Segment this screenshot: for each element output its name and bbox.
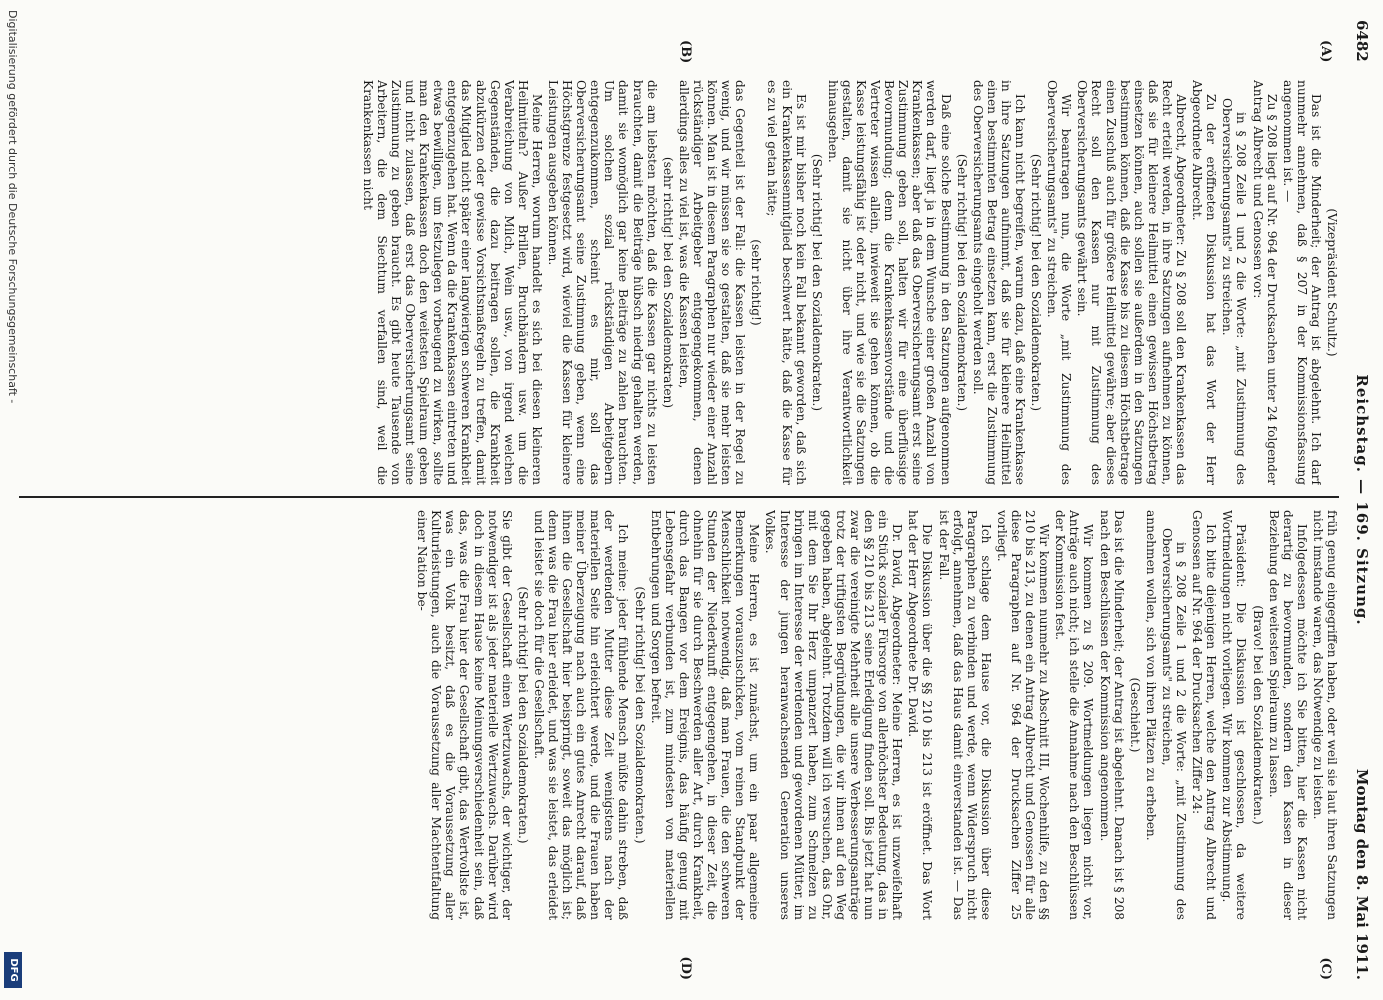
right-text-column	[19, 510, 1339, 920]
paragraph: früh genug eingegriffen haben, oder weil sie laut ihren Satzungen nicht imstande waren, das Notwendige zu leisten.	[1310, 510, 1339, 920]
interjection: (Sehr richtig! bei den Sozialdemokraten.)	[1029, 153, 1044, 412]
margin-marker-c: (C)	[1318, 957, 1333, 980]
paragraph: Ich meine: jeder fühlende Mensch müßte dahin streben, daß der werdenden Mutter diese Zeit wenigstens nach der materiellen Seite hin erleichtert werde, und die Frauen haben meiner Überzeugung nach auch ein gutes Anrecht darauf, daß ihnen die Gesellschaft hier beispringt, soweit das möglich ist; denn was die Frau hier erleidet, und was sie leistet, das erleidet und leistet sie doch für die Gesellschaft.	[531, 510, 631, 920]
session-title: Reichstag. — 169. Sitzung.	[1353, 374, 1371, 626]
paragraph: Ich schlage dem Hause vor, die Diskussion über diese Paragraphen zu verbinden und werde, wenn Widerspruch nicht erfolgt, annehmen, daß das Haus damit einverstanden ist. — Das ist der Fall.	[936, 510, 993, 920]
interjection: (sehr richtig! bei den Sozialdemokraten)	[660, 156, 675, 409]
paragraph: Daß eine solche Bestimmung in den Satzungen aufgenommen werden darf, liegt ja in dem Wunsche einer großen Anzahl von Krankenkassen; aber daß das Oberversicherungsamt erst seine Zustimmung geben soll, halten wir für eine überflüssige Bevormundung; denn die Krankenkassenvorstände und die Vertreter wissen allein, inwieweit sie gehen können, ob die Kasse leistungsfähig ist oder nicht, und wie sie die Satzungen gestalten, damit sie nicht über ihre Verantwortlichkeit hinausgehen.	[825, 80, 953, 485]
speech-paragraph: Albrecht, Abgeordneter: Zu § 208 soll den Krankenkassen das Recht erteilt werden, in ihre Satzungen aufnehmen zu können, daß sie für kleinere Heilmittel einen gewissen Höchstbetrag einsetzen können, auch sollen sie außerdem in den Satzungen bestimmen können, daß die Kasse bis zu diesem Höchstbetrage einen Zuschuß auch für größere Heilmittel gewähre; aber dieses Recht soll den Kassen nur mit Zustimmung des Oberversicherungsamts gewährt sein.	[1075, 80, 1189, 485]
interjection: (Sehr richtig! bei den Sozialdemokraten.)	[809, 153, 824, 412]
paragraph: Sie gibt der Gesellschaft einen Wertzuwachs, der wichtiger, der notwendiger ist als jeder materielle Wertzuwachs. Darüber wird doch in diesem Hause keine Meinungsverschiedenheit sein, daß das, was die Frau hier der Gesellschaft gibt, das Wertvollste ist, was ein Volk besitzt, daß es die Voraussetzung aller Kulturleistungen, auch die Voraussetzung aller Machtentfaltung einer Nation be-	[415, 510, 514, 920]
paragraph: Ich bitte diejenigen Herren, welche den Antrag Albrecht und Genossen auf Nr. 964 der Drucksachen Ziffer 24:	[1190, 510, 1219, 920]
page-header	[1347, 20, 1373, 980]
paragraph: Zu der eröffneten Diskussion hat das Wort der Herr Abgeordnete Albrecht.	[1190, 80, 1219, 485]
paragraph: Ich kann nicht begreifen, warum dazu, daß eine Krankenkasse in ihre Satzungen aufnimmt, daß sie für kleinere Heilmittel einen bestimmten Betrag einsetzen kann, erst die Zustimmung des Oberversicherungsamts eingeholt werden soll.	[970, 80, 1028, 485]
session-date: Montag den 8. Mai 1911.	[1353, 768, 1371, 980]
interjection: (Sehr richtig! bei den Sozialdemokraten.)	[632, 586, 647, 844]
paragraph: Infolgedessen möchte ich Sie bitten, hier die Kassen nicht derartig zu bevormunden, sondern den Kassen in dieser Beziehung den weitesten Spielraum zu lassen.	[1266, 510, 1309, 920]
dfg-logo: DFG	[4, 952, 22, 988]
speaker-note: (Vizepräsident Schultz.)	[1325, 208, 1339, 357]
paragraph: Das ist die Minderheit; der Antrag ist abgelehnt. Ich darf nunmehr annehmen, daß § 207 in der Kommissionsfassung angenommen ist. —	[1280, 80, 1323, 485]
column-divider	[19, 496, 1339, 498]
margin-marker-d: (D)	[678, 956, 693, 980]
paragraph: das Gegenteil ist der Fall: die Kassen leisten in der Regel zu wenig, und wir müssen sie so gestalten, daß sie mehr leisten können. Man ist in diesem Paragraphen nur wieder einer Anzahl rückständiger Arbeitgeber entgegengekommen, denen allerdings alles zu viel ist, was die Kassen leisten,	[676, 80, 748, 485]
interjection: (Sehr richtig! bei den Sozialdemokraten.)	[954, 153, 969, 412]
interjection: (sehr richtig!)	[749, 239, 764, 326]
paragraph: Meine Herren, es ist zunächst, um ein paar allgemeine Bemerkungen vorauszuschicken, vom reinen Standpunkt der Menschlichkeit notwendig, daß man Frauen, die den schweren Stunden der Niederkunft entgegengehen, in dieser Zeit, die ohnehin für sie durch Beschwerden aller Art, durch Krankheit, durch das Bangen vor dem Ereignis, das häufig genug mit Lebensgefahr verbunden ist, zum mindesten von materiellen Entbehrungen und Sorgen befreit.	[648, 510, 762, 920]
paragraph: Das ist die Minderheit; der Antrag ist abgelehnt. Danach ist § 208 nach den Beschlüssen der Kommission angenommen.	[1097, 510, 1126, 920]
paragraph: annehmen wollen, sich von ihren Plätzen zu erheben.	[1143, 510, 1158, 841]
quoted-motion: in § 208 Zeile 1 und 2 die Worte: „mit Zustimmung des Oberversicherungsamts" zu streichen.	[1220, 98, 1249, 485]
paragraph: Wir kommen nunmehr zu Abschnitt III, Wochenhilfe, zu den §§ 210 bis 213, zu denen ein Antrag Albrecht und Genossen für alle diese Paragraphen auf Nr. 964 der Drucksachen Ziffer 25 vorliegt.	[994, 510, 1052, 920]
paragraph: Die Diskussion über die §§ 210 bis 213 ist eröffnet. Das Wort hat der Herr Abgeordnete Dr. David.	[906, 510, 935, 920]
funding-credit: Digitalisierung gefördert durch die Deutsche Forschungsgemeinschaft -	[6, 10, 19, 404]
interjection: (Geschieht.)	[1127, 677, 1142, 753]
margin-marker-a: (A)	[1318, 40, 1333, 63]
interjection: (Bravo! bei den Sozialdemokraten.)	[1250, 605, 1265, 825]
speech-paragraph: Dr. David, Abgeordneter: Meine Herren, es ist unzweifelhaft ein Stück sozialer Fürsorge von allerhöchster Bedeutung, das in den §§ 210 bis 213 seine Erledigung finden soll. Bis jetzt hat nun zwar die vereinigte Mehrheit alle unsere Verbesserungsanträge trotz der triftigsten Begründungen, die wir ihnen auf den Weg gegeben haben, abgelehnt. Trotzdem will ich versuchen, das Ohr, mit dem Sie Ihr Herz umpanzert haben, zum Schmelzen zu bringen im Interesse der werdenden und gewordenen Mütter, im Interesse der jungen heranwachsenden Generation unseres Volkes.	[763, 510, 905, 920]
interjection: (Sehr richtig! bei den Sozialdemokraten.)	[515, 586, 530, 844]
paragraph: Es ist mir bisher noch kein Fall bekannt geworden, daß sich ein Krankenkassenmitglied beschwert hätte, daß die Kasse für es zu viel getan hätte;	[765, 80, 808, 485]
speech-paragraph: Präsident: Die Diskussion ist geschlossen, da weitere Wortmeldungen nicht vorliegen. Wir kommen zur Abstimmung.	[1220, 510, 1249, 920]
paragraph: Zu § 208 liegt auf Nr. 964 der Drucksachen unter 24 folgender Antrag Albrecht und Genossen vor:	[1250, 80, 1279, 485]
left-text-column	[19, 80, 1339, 485]
margin-marker-b: (B)	[678, 40, 693, 64]
paragraph: Meine Herren, worum handelt es sich bei diesen kleineren Heilmitteln? Außer Brillen, Bruchbändern usw. um die Verabreichung von Milch, Wein usw., von irgend welchen Gegenständen, die dazu beitragen sollen, die Krankheit abzukürzen oder gewisse Vorsichtsmaßregeln zu treffen, damit das Mitglied nicht später einer langwierigen schweren Krankheit entgegenzugehen hat. Wenn da die Krankenkassen eintreten und etwas bewilligen, um festzulegen vorbeugend zu wirken, sollte man den Krankenkassen doch den weitesten Spielraum geben und nicht zulassen, daß erst das Oberversicherungsamt seine Zustimmung zu geben braucht. Es gibt heute Tausende von Arbeitern, die dem Siechtum verfallen sind, weil die Krankenkassen nicht	[360, 80, 544, 485]
page-number: 6482	[1353, 20, 1371, 62]
paragraph: Wir kommen zu § 209. Wortmeldungen liegen nicht vor, Anträge auch nicht; ich stelle die Annahme nach den Beschlüssen der Kommission fest.	[1053, 510, 1096, 920]
quoted-motion: in § 208 Zeile 1 und 2 die Worte: „mit Zustimmung des Oberversicherungsamts" zu streichen,	[1159, 528, 1189, 920]
paragraph: die am liebsten möchten, daß die Kassen gar nichts zu leisten brauchten, damit die Beiträge hübsch niedrig gehalten werden, damit sie womöglich gar keine Beiträge zu zahlen brauchten. Um solchen sozial rückständigen Arbeitgebern entgegenzukommen, scheint es mir, soll das Oberversicherungsamt seine Zustimmung geben, wenn eine Höchstgrenze festgesetzt wird, wieviel die Kassen für kleinere Leistungen ausgeben können.	[546, 80, 659, 485]
paragraph: Wir beantragen nun, die Worte „mit Zustimmung des Oberversicherungsamts" zu streichen.	[1045, 80, 1074, 485]
digitization-footer	[2, 0, 24, 1000]
